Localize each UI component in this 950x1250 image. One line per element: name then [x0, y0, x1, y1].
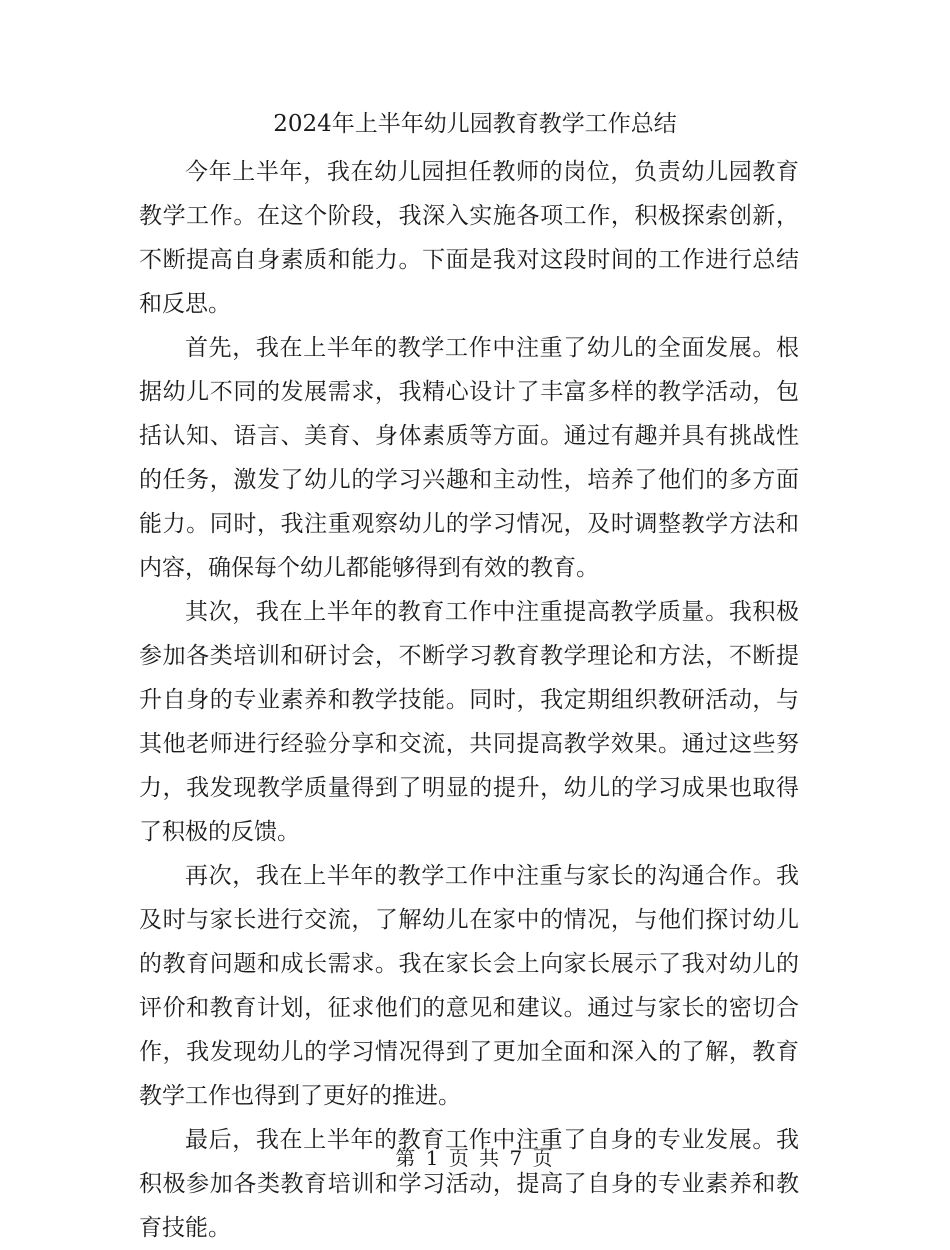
- paragraph-first: 首先，我在上半年的教学工作中注重了幼儿的全面发展。根据幼儿不同的发展需求，我精心设计了丰富多样的教学活动，包括认知、语言、美育、身体素质等方面。通过有趣并具有挑战性的任务，激发了幼儿的学习兴趣和主动性，培养了他们的多方面能力。同时，我注重观察幼儿的学习情况，及时调整教学方法和内容，确保每个幼儿都能够得到有效的教育。: [139, 335, 799, 581]
- page-number-footer: 第 1 页 共 7 页: [395, 1146, 555, 1170]
- paragraph-intro: 今年上半年，我在幼儿园担任教师的岗位，负责幼儿园教育教学工作。在这个阶段，我深入实施各项工作，积极探索创新，不断提高自身素质和能力。下面是我对这段时间的工作进行总结和反思。: [139, 159, 799, 317]
- paragraph-second: 其次，我在上半年的教育工作中注重提高教学质量。我积极参加各类培训和研讨会，不断学习教育教学理论和方法，不断提升自身的专业素养和教学技能。同时，我定期组织教研活动，与其他老师进行经验分享和交流，共同提高教学效果。通过这些努力，我发现教学质量得到了明显的提升，幼儿的学习成果也取得了积极的反馈。: [139, 599, 799, 845]
- paragraph-last: 最后，我在上半年的教育工作中注重了自身的专业发展。我积极参加各类教育培训和学习活动，提高了自身的专业素养和教育技能。: [139, 1127, 799, 1241]
- document-body: [139, 150, 799, 1250]
- paragraph-third: 再次，我在上半年的教学工作中注重与家长的沟通合作。我及时与家长进行交流，了解幼儿在家中的情况，与他们探讨幼儿的教育问题和成长需求。我在家长会上向家长展示了我对幼儿的评价和教育计划，征求他们的意见和建议。通过与家长的密切合作，我发现幼儿的学习情况得到了更加全面和深入的了解，教育教学工作也得到了更好的推进。: [139, 863, 799, 1109]
- document-title: 2024年上半年幼儿园教育教学工作总结: [273, 111, 677, 137]
